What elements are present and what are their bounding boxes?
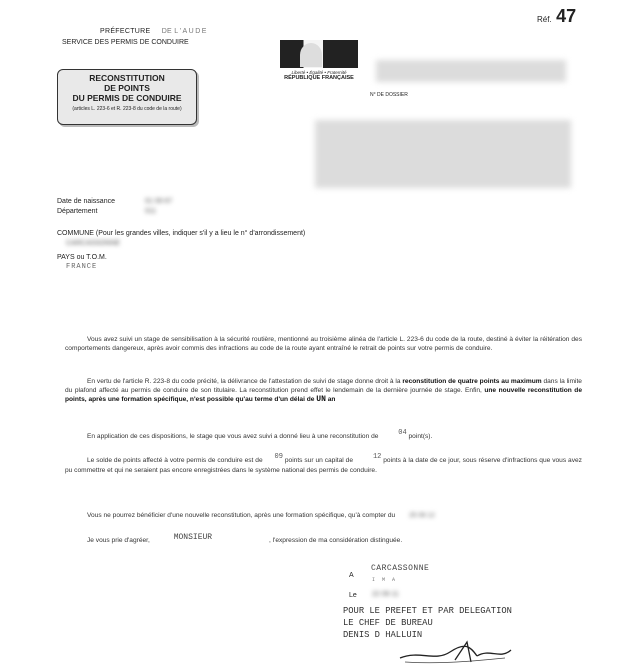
title-line-2: DE POINTS xyxy=(104,83,150,93)
department-value: 011 xyxy=(145,208,157,215)
p4-capital-value: 12 xyxy=(372,453,382,461)
prefecture-de: DE xyxy=(161,28,173,35)
ref-number: 47 xyxy=(556,6,577,26)
sig-a-label: A xyxy=(349,572,354,579)
paragraph-next-date xyxy=(87,511,587,520)
p6-title: MONSIEUR xyxy=(173,533,213,542)
prefecture-header xyxy=(100,27,208,36)
sig-city-sub: I M A xyxy=(372,577,398,583)
p3-text: En application de ces dispositions, le stage que vous avez suivi a donné lieu à une reconstitution de xyxy=(87,433,379,440)
title-line-1: RECONSTITUTION xyxy=(89,73,165,83)
birth-label: Date de naissance xyxy=(57,198,115,205)
reference xyxy=(537,6,576,27)
p5-date: 25 08 12 xyxy=(409,512,435,519)
marianne-image xyxy=(280,40,358,68)
p4-text-e: points à la date de ce jour, sous réserve d'infractions que vous avez pu commettre et qui ne seraient pas encore enregistrées dans le système national des permis de conduire. xyxy=(65,457,582,475)
handwritten-signature xyxy=(395,638,515,666)
paragraph-balance xyxy=(65,453,582,475)
logo-name: RÉPUBLIQUE FRANÇAISE xyxy=(284,75,354,81)
service-label: SERVICE DES PERMIS DE CONDUIRE xyxy=(62,39,189,46)
pays-label: PAYS ou T.O.M. xyxy=(57,254,107,261)
paragraph-points-gained xyxy=(87,429,587,442)
p2-bold-max: reconstitution de quatre points au maximum xyxy=(402,378,542,385)
redacted-address xyxy=(315,120,571,188)
p2-part-a: En vertu de l'article R. 223-8 du code précité, la délivrance de l'attestation de suivi de stage donne droit à la xyxy=(87,378,403,385)
p2-unit: an xyxy=(327,396,336,404)
department-label: Département xyxy=(57,208,98,215)
sig-date: 22 09 11 xyxy=(372,591,399,598)
p2-delay-value: UN xyxy=(316,395,326,405)
sig-le-label: Le xyxy=(349,592,357,599)
commune-value: CARCASSONNE xyxy=(66,240,121,247)
p6-text-a: Je vous prie d'agréer, xyxy=(87,537,150,544)
title-line-3: DU PERMIS DE CONDUIRE xyxy=(72,93,182,103)
sig-line-1: POUR LE PREFET ET PAR DELEGATION xyxy=(343,606,512,616)
p3-points-value: 04 xyxy=(398,429,407,437)
sig-line-3: DENIS D HALLUIN xyxy=(343,630,423,640)
prefecture-label: PRÉFECTURE xyxy=(100,28,151,35)
marianne-logo xyxy=(280,40,358,86)
sig-line-2: LE CHEF DE BUREAU xyxy=(343,618,433,628)
p5-text: Vous ne pourrez bénéficier d'une nouvelle reconstitution, après une formation spécifique, qu'à compter du xyxy=(87,512,396,519)
redacted-block-top xyxy=(376,60,566,82)
title-box xyxy=(57,69,197,125)
p4-text-c: points sur un capital de xyxy=(284,457,354,464)
p2-bold-delay: une nouvelle reconstitution de points, après une formation spécifique, n'est possible qu'au terme d'un délai de xyxy=(65,387,582,404)
p4-text-a: Le solde de points affecté à votre permis de conduire est de xyxy=(87,457,263,464)
paragraph-closing xyxy=(87,533,587,545)
p2-part-c: dans la limite du plafond affecté au permis de conduire de son titulaire. La reconstitution prend effet le lendemain de la dernière journée de stage. Enfin, xyxy=(65,378,582,395)
p4-balance-value: 09 xyxy=(274,453,283,461)
p6-text-c: , l'expression de ma considération distinguée. xyxy=(268,537,403,544)
prefecture-dept: L'AUDE xyxy=(174,28,208,35)
title-articles: (articles L. 223-6 et R. 223-8 du code de la route) xyxy=(72,106,182,112)
birth-value: 01 09 67 xyxy=(145,198,173,205)
sig-city: CARCASSONNE xyxy=(371,564,430,573)
logo-motto: Liberté • Égalité • Fraternité xyxy=(291,70,347,75)
p3-unit: point(s). xyxy=(408,433,433,440)
paragraph-stage: Vous avez suivi un stage de sensibilisation à la sécurité routière, mentionné au troisième alinéa de l'article L. 223-6 du code de la route, destiné à éviter la réitération des comportements dangereux, après avoir commis des infractions au code de la route ayant entraîné le retrait de points sur votre permis de conduire. xyxy=(65,336,582,353)
pays-value: FRANCE xyxy=(66,263,98,271)
paragraph-reconstitution xyxy=(65,377,582,405)
commune-label: COMMUNE (Pour les grandes villes, indiquer s'il y a lieu le n° d'arrondissement) xyxy=(57,230,306,237)
ref-prefix: Réf. xyxy=(537,15,552,24)
dossier-label: N° DE DOSSIER xyxy=(370,92,408,98)
